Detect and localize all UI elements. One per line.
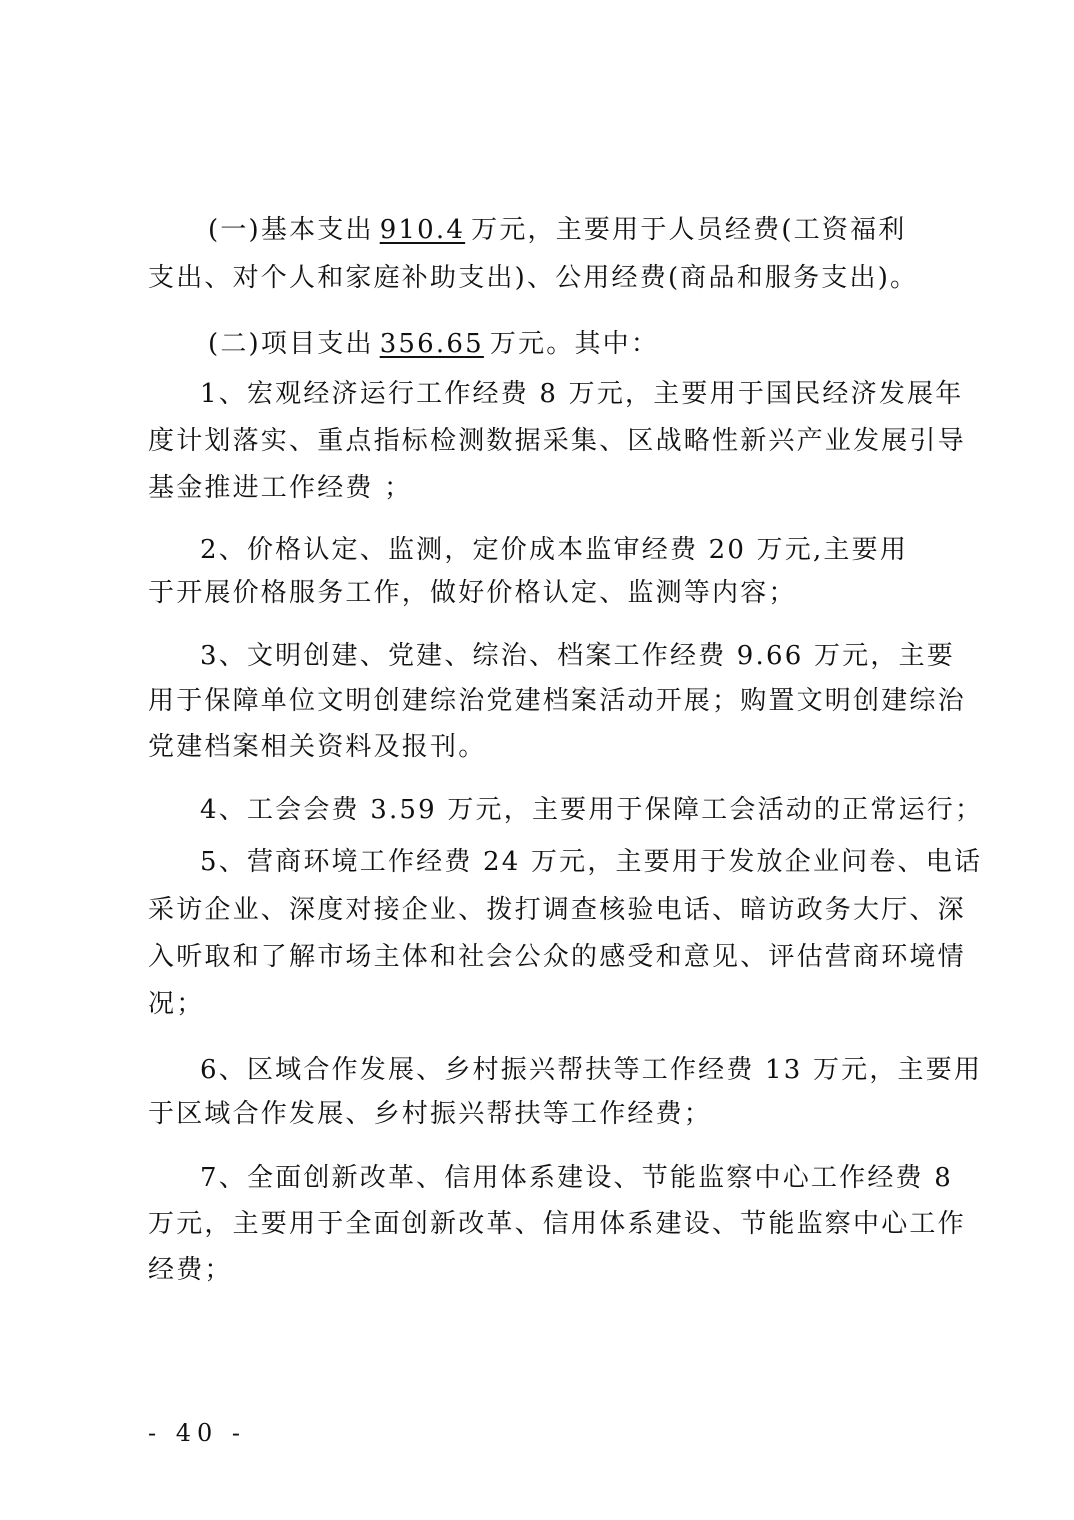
- item5-line2: 采访企业、深度对接企业、拨打调查核验电话、暗访政务大厅、深: [148, 895, 966, 925]
- section1-suffix: 万元，主要用于人员经费(工资福利: [471, 215, 907, 245]
- item3-line3: 党建档案相关资料及报刊。: [148, 732, 487, 762]
- item3-line1: 3、文明创建、党建、综治、档案工作经费 9.66 万元，主要: [200, 641, 955, 671]
- page-number: - 40 -: [148, 1419, 247, 1447]
- item7-line3: 经费；: [148, 1255, 233, 1285]
- item1-line1: 1、宏观经济运行工作经费 8 万元，主要用于国民经济发展年: [200, 379, 964, 409]
- item6-line2: 于区域合作发展、乡村振兴帮扶等工作经费；: [148, 1099, 713, 1129]
- section2-amount: 356.65: [379, 329, 484, 359]
- section1-line2: 支出、对个人和家庭补助支出)、公用经费(商品和服务支出)。: [148, 263, 919, 293]
- item2-line1: 2、价格认定、监测，定价成本监审经费 20 万元,主要用: [200, 535, 909, 565]
- section1-amount: 910.4: [379, 215, 466, 245]
- section1-line1: [208, 214, 906, 246]
- item5-line3: 入听取和了解市场主体和社会公众的感受和意见、评估营商环境情: [148, 942, 966, 972]
- item5-line1: 5、营商环境工作经费 24 万元，主要用于发放企业问卷、电话: [200, 847, 983, 877]
- section2-suffix: 万元。其中：: [489, 329, 660, 359]
- item6-line1: 6、区域合作发展、乡村振兴帮扶等工作经费 13 万元，主要用: [200, 1055, 983, 1085]
- section1-prefix: (一)基本支出: [208, 215, 374, 245]
- item7-line1: 7、全面创新改革、信用体系建设、节能监察中心工作经费 8: [200, 1163, 953, 1193]
- item1-line2: 度计划落实、重点指标检测数据采集、区战略性新兴产业发展引导: [148, 426, 966, 456]
- item7-line2: 万元，主要用于全面创新改革、信用体系建设、节能监察中心工作: [148, 1209, 966, 1239]
- item2-line2: 于开展价格服务工作，做好价格认定、监测等内容；: [148, 578, 797, 608]
- section2-prefix: (二)项目支出: [208, 329, 374, 359]
- item4-line1: 4、工会会费 3.59 万元，主要用于保障工会活动的正常运行；: [200, 795, 984, 825]
- item1-line3: 基金推进工作经费 ；: [148, 473, 413, 503]
- item5-line4: 况；: [148, 989, 205, 1019]
- item3-line2: 用于保障单位文明创建综治党建档案活动开展；购置文明创建综治: [148, 686, 966, 716]
- section2-line: [208, 328, 659, 360]
